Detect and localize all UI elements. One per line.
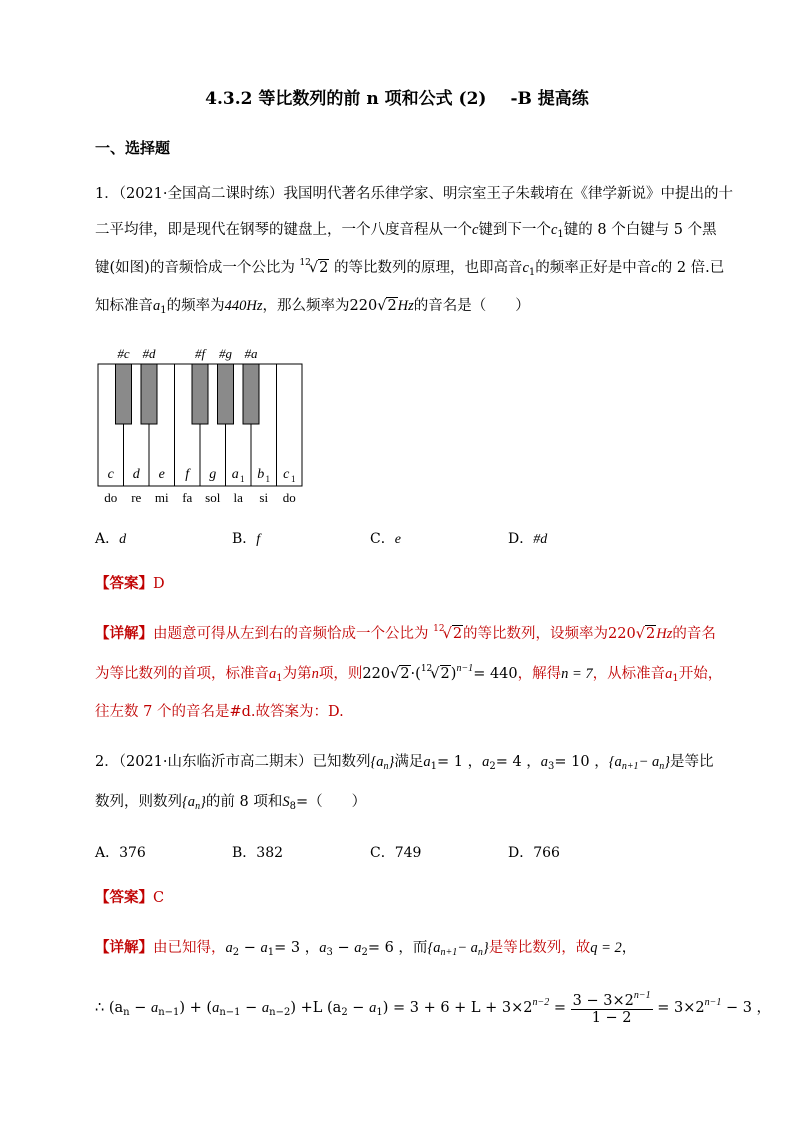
q1-detail-line-1: 【详解】由题意可得从左到右的音频恰成一个公比为 $^{12}$√2的等比数列，设频率为220√2Hz的音名 [95,624,716,642]
black-key-label: #c [117,346,130,361]
solfege-label: sol [205,490,221,505]
white-key-subscript: 1 [265,474,270,484]
solfege-label: do [282,490,296,505]
black-key-label: #f [194,346,206,361]
q1-option-a: A．d [95,531,127,547]
white-key-subscript: 1 [291,474,296,484]
q1-detail-line-3: 往左数 7 个的音名是#d.故答案为：D. [95,704,344,720]
twelfth-root-2: $^{12}$√2 [299,258,329,276]
white-key-label: e [158,467,165,482]
black-key-label: #g [219,346,232,361]
q1-line-2: 二平均律，即是现代在钢琴的键盘上，一个八度音程从一个c键到下一个$c_1$键的 8 个白键与 5 个黑 [95,222,717,240]
q2-answer: 【答案】C [95,889,165,906]
black-key [218,364,234,424]
black-key [141,364,157,424]
q2-option-a: A．376 [95,845,146,861]
q2-line-1: 2．（2021·山东临沂市高二期末）已知数列$\{a_n\}$满足$a_1= 1$ ，$a_2= 4$ ，$a_3= 10$ ，$\{a_{n+1}- a_n\}$是等比 [95,754,714,772]
section-heading: 一、选择题 [95,139,171,157]
q1-line-3: 键(如图)的音频恰成一个公比为 $^{12}$√2 的等比数列的原理，也即高音$c_1$的频率正好是中音c的 2 倍.已 [95,258,725,278]
q1-option-c: C．e [370,531,401,547]
white-key-subscript: 1 [240,474,245,484]
q2-option-c: C．749 [370,845,422,861]
q2-option-d: D．766 [508,845,560,861]
piano-keyboard-figure [96,342,306,508]
solfege-label: la [233,490,243,505]
q2-detail-line-2: ∴ $(a_n - a_{n-1}) + (a_{n-1} - a_{n-2}) +L$ $(a_2 - a_1) = 3 + 6 + L + 3\times 2^{n-2}$ = $\frac{3 - 3\times 2^{n-1}}{1 - 2}$ = $3\times 2^{n-1} - 3$ ， [95,990,772,1026]
solfege-label: re [131,490,142,505]
black-key [243,364,259,424]
black-key [116,364,132,424]
sum-fraction: $\frac{3 - 3\times 2^{n-1}}{1 - 2}$ [572,990,651,1026]
q1-answer: 【答案】D [95,575,165,592]
q2-line-2: 数列，则数列$\{a_n\}$的前 8 项和$S_8=$（ ） [95,794,367,812]
solfege-label: do [104,490,118,505]
q1-detail-line-2: 为等比数列的首项，标准音$a_1$为第n项，则$220√2\cdot(^{12}√2)^{n-1}= 440$，解得n = 7，从标准音$a_1$开始， [95,663,723,684]
q1-line-1: 1．（2021·全国高二课时练）我国明代著名乐律学家、明宗室王子朱载堉在《律学新说》中提出的十 [95,186,733,202]
white-key-label: b [257,467,265,482]
white-key-label: f [185,467,190,482]
page-title: 4.3.2 等比数列的前 n 项和公式 (2) -B 提高练 [205,89,589,109]
black-key [192,364,208,424]
white-key-label: d [132,467,140,482]
solfege-label: si [259,490,269,505]
q2-option-b: B．382 [232,845,284,861]
white-key-label: c [283,467,290,482]
q2-detail-line-1: 【详解】由已知得，$a_2 - a_1= 3$ ，$a_3 - a_2= 6$ ，而$\{a_{n+1}- a_n\}$是等比数列，故q = 2， [95,939,637,958]
solfege-label: mi [154,490,169,505]
white-key-label: g [209,467,217,482]
solfege-label: fa [182,490,193,505]
black-key-label: #a [244,346,258,361]
q1-line-4: 知标准音$a_1$的频率为440Hz，那么频率为220√2Hz的音名是（ ） [95,298,530,316]
white-key-label: a [231,467,239,482]
white-key-label: c [107,467,114,482]
q1-option-d: D．#d [508,531,548,547]
q1-option-b: B．f [232,531,261,547]
black-key-label: #d [142,346,156,361]
